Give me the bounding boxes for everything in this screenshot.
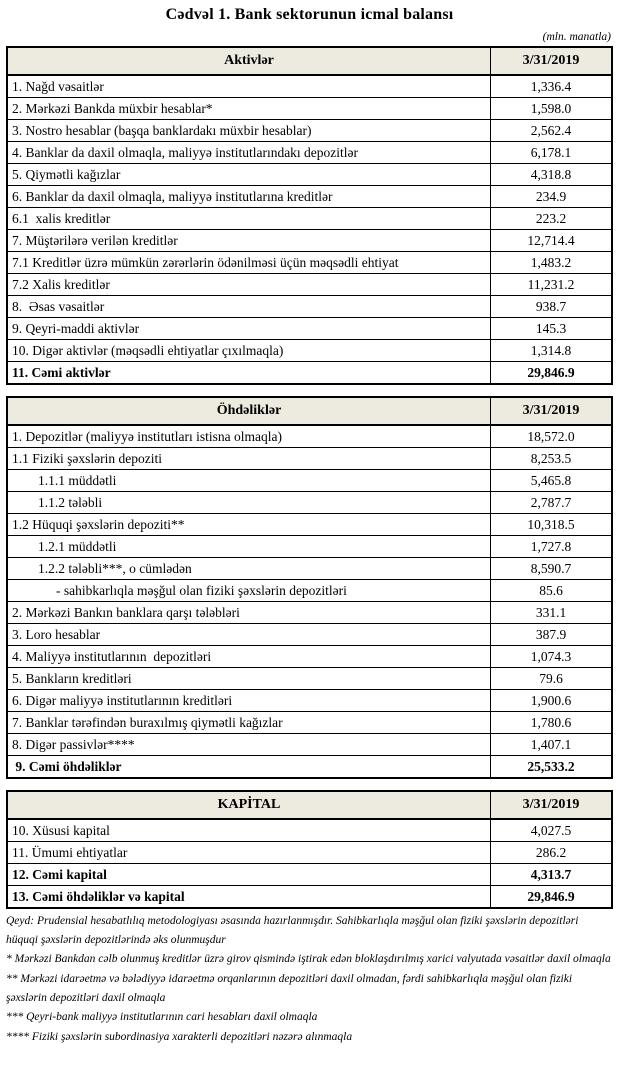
row-value: 4,027.5 xyxy=(491,819,613,842)
row-label: 7. Banklar tərəfindən buraxılmış qiymətli kağızlar xyxy=(7,712,491,734)
row-label: 3. Loro hesablar xyxy=(7,624,491,646)
row-value: 1,598.0 xyxy=(491,98,613,120)
footnote-4: **** Fiziki şəxslərin subordinasiya xarakterli depozitləri nəzərə alınmaqla xyxy=(6,1030,353,1043)
table-row xyxy=(7,164,612,186)
table-row xyxy=(7,624,612,646)
row-value: 79.6 xyxy=(491,668,613,690)
row-value: 29,846.9 xyxy=(491,362,613,385)
balance-table-kapital xyxy=(6,790,613,909)
table-row xyxy=(7,668,612,690)
row-value: 1,407.1 xyxy=(491,734,613,756)
report-date-header: 3/31/2019 xyxy=(491,791,613,819)
table-row xyxy=(7,864,612,886)
row-value: 5,465.8 xyxy=(491,470,613,492)
row-value: 25,533.2 xyxy=(491,756,613,779)
row-label: 10. Xüsusi kapital xyxy=(7,819,491,842)
table-row xyxy=(7,98,612,120)
row-value: 1,074.3 xyxy=(491,646,613,668)
row-value: 11,231.2 xyxy=(491,274,613,296)
table-row xyxy=(7,536,612,558)
footnote-qeyd: Qeyd: Prudensial hesabatlılıq metodologiyası əsasında hazırlanmışdır. Sahibkarlıqla məşğul olan fiziki şəxslərin depozitləri hüquqi şəxslərin depozitlərində əks olunmuşdur xyxy=(6,915,579,946)
table-header-row xyxy=(7,397,612,425)
table-row xyxy=(7,252,612,274)
table-header-row xyxy=(7,47,612,75)
row-label: 1. Nağd vəsaitlər xyxy=(7,75,491,98)
row-value: 938.7 xyxy=(491,296,613,318)
footnote-2: ** Mərkəzi idarəetmə və bələdiyyə idarəetmə orqanlarının depozitləri daxil olmadan, fərdi sahibkarlıqla məşğul olan fiziki şəxslərin depozitləri daxil olmaqla xyxy=(6,972,573,1004)
row-label: 6. Digər maliyyə institutlarının kreditləri xyxy=(7,690,491,712)
table-row xyxy=(7,362,612,385)
row-label: 7. Müştərilərə verilən kreditlər xyxy=(7,230,491,252)
row-label: 8. Digər passivlər**** xyxy=(7,734,491,756)
table-row xyxy=(7,120,612,142)
row-value: 6,178.1 xyxy=(491,142,613,164)
table-row xyxy=(7,756,612,779)
table-row xyxy=(7,690,612,712)
table-row xyxy=(7,819,612,842)
row-label: 10. Digər aktivlər (məqsədli ehtiyatlar çıxılmaqla) xyxy=(7,340,491,362)
row-value: 234.9 xyxy=(491,186,613,208)
row-label: 4. Banklar da daxil olmaqla, maliyyə institutlarındakı depozitlər xyxy=(7,142,491,164)
report-date-header: 3/31/2019 xyxy=(491,47,613,75)
row-value: 223.2 xyxy=(491,208,613,230)
table-row xyxy=(7,514,612,536)
table-row xyxy=(7,274,612,296)
table-row xyxy=(7,842,612,864)
row-value: 145.3 xyxy=(491,318,613,340)
row-value: 387.9 xyxy=(491,624,613,646)
row-label: 3. Nostro hesablar (başqa banklardakı müxbir hesablar) xyxy=(7,120,491,142)
row-label: - sahibkarlıqla məşğul olan fiziki şəxslərin depozitləri xyxy=(7,580,491,602)
row-value: 18,572.0 xyxy=(491,425,613,448)
row-value: 8,253.5 xyxy=(491,448,613,470)
row-label: 1.1.2 tələbli xyxy=(7,492,491,514)
row-value: 29,846.9 xyxy=(491,886,613,909)
table-row xyxy=(7,886,612,909)
table-row xyxy=(7,340,612,362)
footnote-3: *** Qeyri-bank maliyyə institutlarının cari hesabları daxil olmaqla xyxy=(6,1011,318,1024)
row-value: 1,336.4 xyxy=(491,75,613,98)
table-row xyxy=(7,425,612,448)
balance-table-aktivler xyxy=(6,46,613,385)
row-label: 6.1 xalis kreditlər xyxy=(7,208,491,230)
table-row xyxy=(7,602,612,624)
row-value: 1,780.6 xyxy=(491,712,613,734)
row-value: 12,714.4 xyxy=(491,230,613,252)
row-label: 13. Cəmi öhdəliklər və kapital xyxy=(7,886,491,909)
section-header-label: KAPİTAL xyxy=(7,791,491,819)
row-label: 1.1.1 müddətli xyxy=(7,470,491,492)
row-label: 8. Əsas vəsaitlər xyxy=(7,296,491,318)
row-label: 1.2 Hüquqi şəxslərin depoziti** xyxy=(7,514,491,536)
row-label: 2. Mərkəzi Bankın banklara qarşı tələbləri xyxy=(7,602,491,624)
row-label: 9. Qeyri-maddi aktivlər xyxy=(7,318,491,340)
row-value: 1,900.6 xyxy=(491,690,613,712)
row-value: 2,787.7 xyxy=(491,492,613,514)
row-label: 2. Mərkəzi Bankda müxbir hesablar* xyxy=(7,98,491,120)
row-label: 6. Banklar da daxil olmaqla, maliyyə institutlarına kreditlər xyxy=(7,186,491,208)
row-value: 10,318.5 xyxy=(491,514,613,536)
row-label: 1.2.1 müddətli xyxy=(7,536,491,558)
section-header-label: Öhdəliklər xyxy=(7,397,491,425)
balance-tables-container xyxy=(6,46,613,909)
table-row xyxy=(7,208,612,230)
row-label: 5. Bankların kreditləri xyxy=(7,668,491,690)
table-row xyxy=(7,580,612,602)
row-value: 8,590.7 xyxy=(491,558,613,580)
unit-note: (mln. manatla) xyxy=(542,31,611,43)
row-label: 5. Qiymətli kağızlar xyxy=(7,164,491,186)
row-label: 9. Cəmi öhdəliklər xyxy=(7,756,491,779)
table-row xyxy=(7,558,612,580)
table-row xyxy=(7,296,612,318)
report-date-header: 3/31/2019 xyxy=(491,397,613,425)
row-label: 11. Cəmi aktivlər xyxy=(7,362,491,385)
row-label: 11. Ümumi ehtiyatlar xyxy=(7,842,491,864)
table-header-row xyxy=(7,791,612,819)
row-value: 2,562.4 xyxy=(491,120,613,142)
page-title: Cədvəl 1. Bank sektorunun icmal balansı xyxy=(165,6,454,23)
row-value: 4,318.8 xyxy=(491,164,613,186)
row-label: 7.1 Kreditlər üzrə mümkün zərərlərin ödənilməsi üçün məqsədli ehtiyat xyxy=(7,252,491,274)
row-value: 1,483.2 xyxy=(491,252,613,274)
table-row xyxy=(7,142,612,164)
table-row xyxy=(7,712,612,734)
table-row xyxy=(7,734,612,756)
table-row xyxy=(7,186,612,208)
table-row xyxy=(7,492,612,514)
table-row xyxy=(7,318,612,340)
table-row xyxy=(7,230,612,252)
row-label: 7.2 Xalis kreditlər xyxy=(7,274,491,296)
footnotes-section xyxy=(6,912,613,1046)
row-value: 85.6 xyxy=(491,580,613,602)
row-value: 1,727.8 xyxy=(491,536,613,558)
row-label: 4. Maliyyə institutlarının depozitləri xyxy=(7,646,491,668)
balance-table-ohdelikler xyxy=(6,396,613,779)
table-row xyxy=(7,75,612,98)
row-value: 1,314.8 xyxy=(491,340,613,362)
row-value: 331.1 xyxy=(491,602,613,624)
table-row xyxy=(7,470,612,492)
row-label: 1. Depozitlər (maliyyə institutları istisna olmaqla) xyxy=(7,425,491,448)
row-label: 1.2.2 tələbli***, o cümlədən xyxy=(7,558,491,580)
row-value: 4,313.7 xyxy=(491,864,613,886)
row-value: 286.2 xyxy=(491,842,613,864)
section-header-label: Aktivlər xyxy=(7,47,491,75)
row-label: 1.1 Fiziki şəxslərin depoziti xyxy=(7,448,491,470)
row-label: 12. Cəmi kapital xyxy=(7,864,491,886)
footnote-1: * Mərkəzi Bankdan cəlb olunmuş kreditlər üzrə girov qismində iştirak edən bloklaşdırılmış xarici valyutada vəsaitlər daxil olmaqla xyxy=(6,953,611,966)
table-row xyxy=(7,646,612,668)
table-row xyxy=(7,448,612,470)
